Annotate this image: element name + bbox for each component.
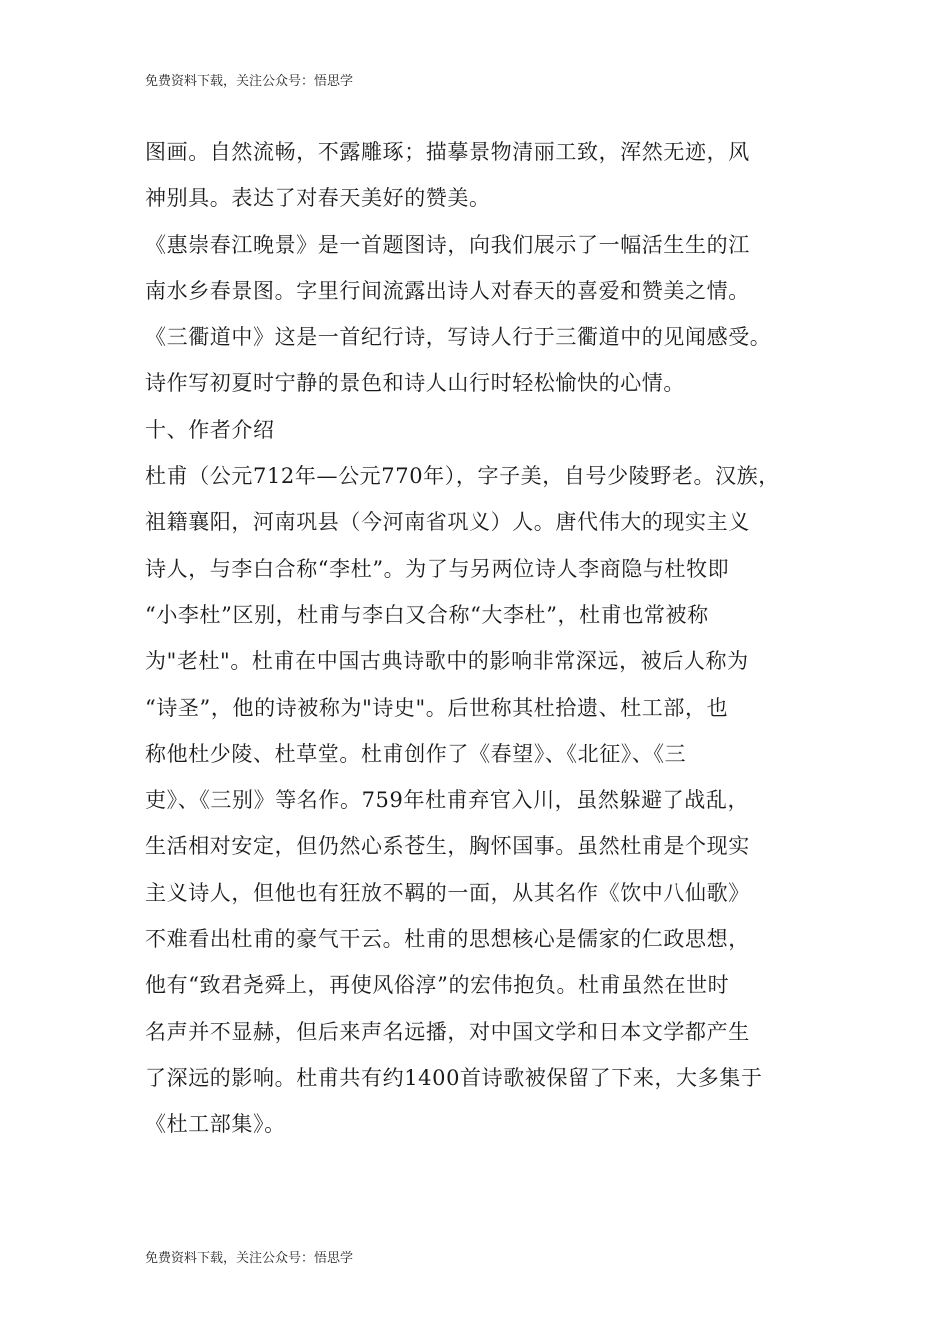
document-body xyxy=(145,129,825,1148)
text-line: 《惠崇春江晚景》是一首题图诗，向我们展示了一幅活生生的江 xyxy=(145,232,750,257)
text-line: 祖籍襄阳，河南巩县（今河南省巩义）人。唐代伟大的现实主义 xyxy=(145,510,750,535)
section-heading: 十、作者介绍 xyxy=(145,417,275,442)
text-line: 杜甫（公元712年—公元770年），字子美，自号少陵野老。汉族， xyxy=(145,464,780,489)
text-line: 《杜工部集》。 xyxy=(145,1112,286,1137)
text-line: 生活相对安定，但仍然心系苍生，胸怀国事。虽然杜甫是个现实 xyxy=(145,834,750,859)
text-line: 诗作写初夏时宁静的景色和诗人山行时轻松愉快的心情。 xyxy=(145,371,685,396)
text-line: 主义诗人，但他也有狂放不羁的一面，从其名作《饮中八仙歌》 xyxy=(145,880,750,905)
text-line: 《三衢道中》这是一首纪行诗，写诗人行于三衢道中的见闻感受。 xyxy=(145,325,772,350)
text-line: 图画。自然流畅，不露雕琢；描摹景物清丽工致，浑然无迹，风 xyxy=(145,140,750,164)
text-line: 为"老杜"。杜甫在中国古典诗歌中的影响非常深远，被后人称为 xyxy=(145,649,749,674)
text-line: 不难看出杜甫的豪气干云。杜甫的思想核心是儒家的仁政思想， xyxy=(145,927,750,952)
page-footer: 免费资料下载，关注公众号：悟思学 xyxy=(145,1251,354,1266)
text-line: 诗人，与李白合称“李杜”。为了与另两位诗人李商隐与杜牧即 xyxy=(145,556,730,581)
text-line: 神别具。表达了对春天美好的赞美。 xyxy=(145,186,491,211)
text-line: 吏》、《三别》等名作。759年杜甫弃官入川，虽然躲避了战乱， xyxy=(145,788,750,813)
text-line: 南水乡春景图。字里行间流露出诗人对春天的喜爱和赞美之情。 xyxy=(145,278,750,303)
text-line: “小李杜”区别，杜甫与李白又合称“大李杜”，杜甫也常被称 xyxy=(145,602,709,627)
text-line: 了深远的影响。杜甫共有约1400首诗歌被保留了下来，大多集于 xyxy=(145,1065,763,1090)
text-line: 他有“致君尧舜上，再使风俗淳”的宏伟抱负。杜甫虽然在世时 xyxy=(145,973,730,998)
text-line: “诗圣”，他的诗被称为"诗史"。后世称其杜拾遗、杜工部，也 xyxy=(145,695,729,720)
text-line: 名声并不显赫，但后来声名远播，对中国文学和日本文学都产生 xyxy=(145,1019,750,1044)
text-line: 称他杜少陵、杜草堂。杜甫创作了《春望》、《北征》、《三 xyxy=(145,741,687,766)
page-header: 免费资料下载，关注公众号：悟思学 xyxy=(145,74,354,89)
